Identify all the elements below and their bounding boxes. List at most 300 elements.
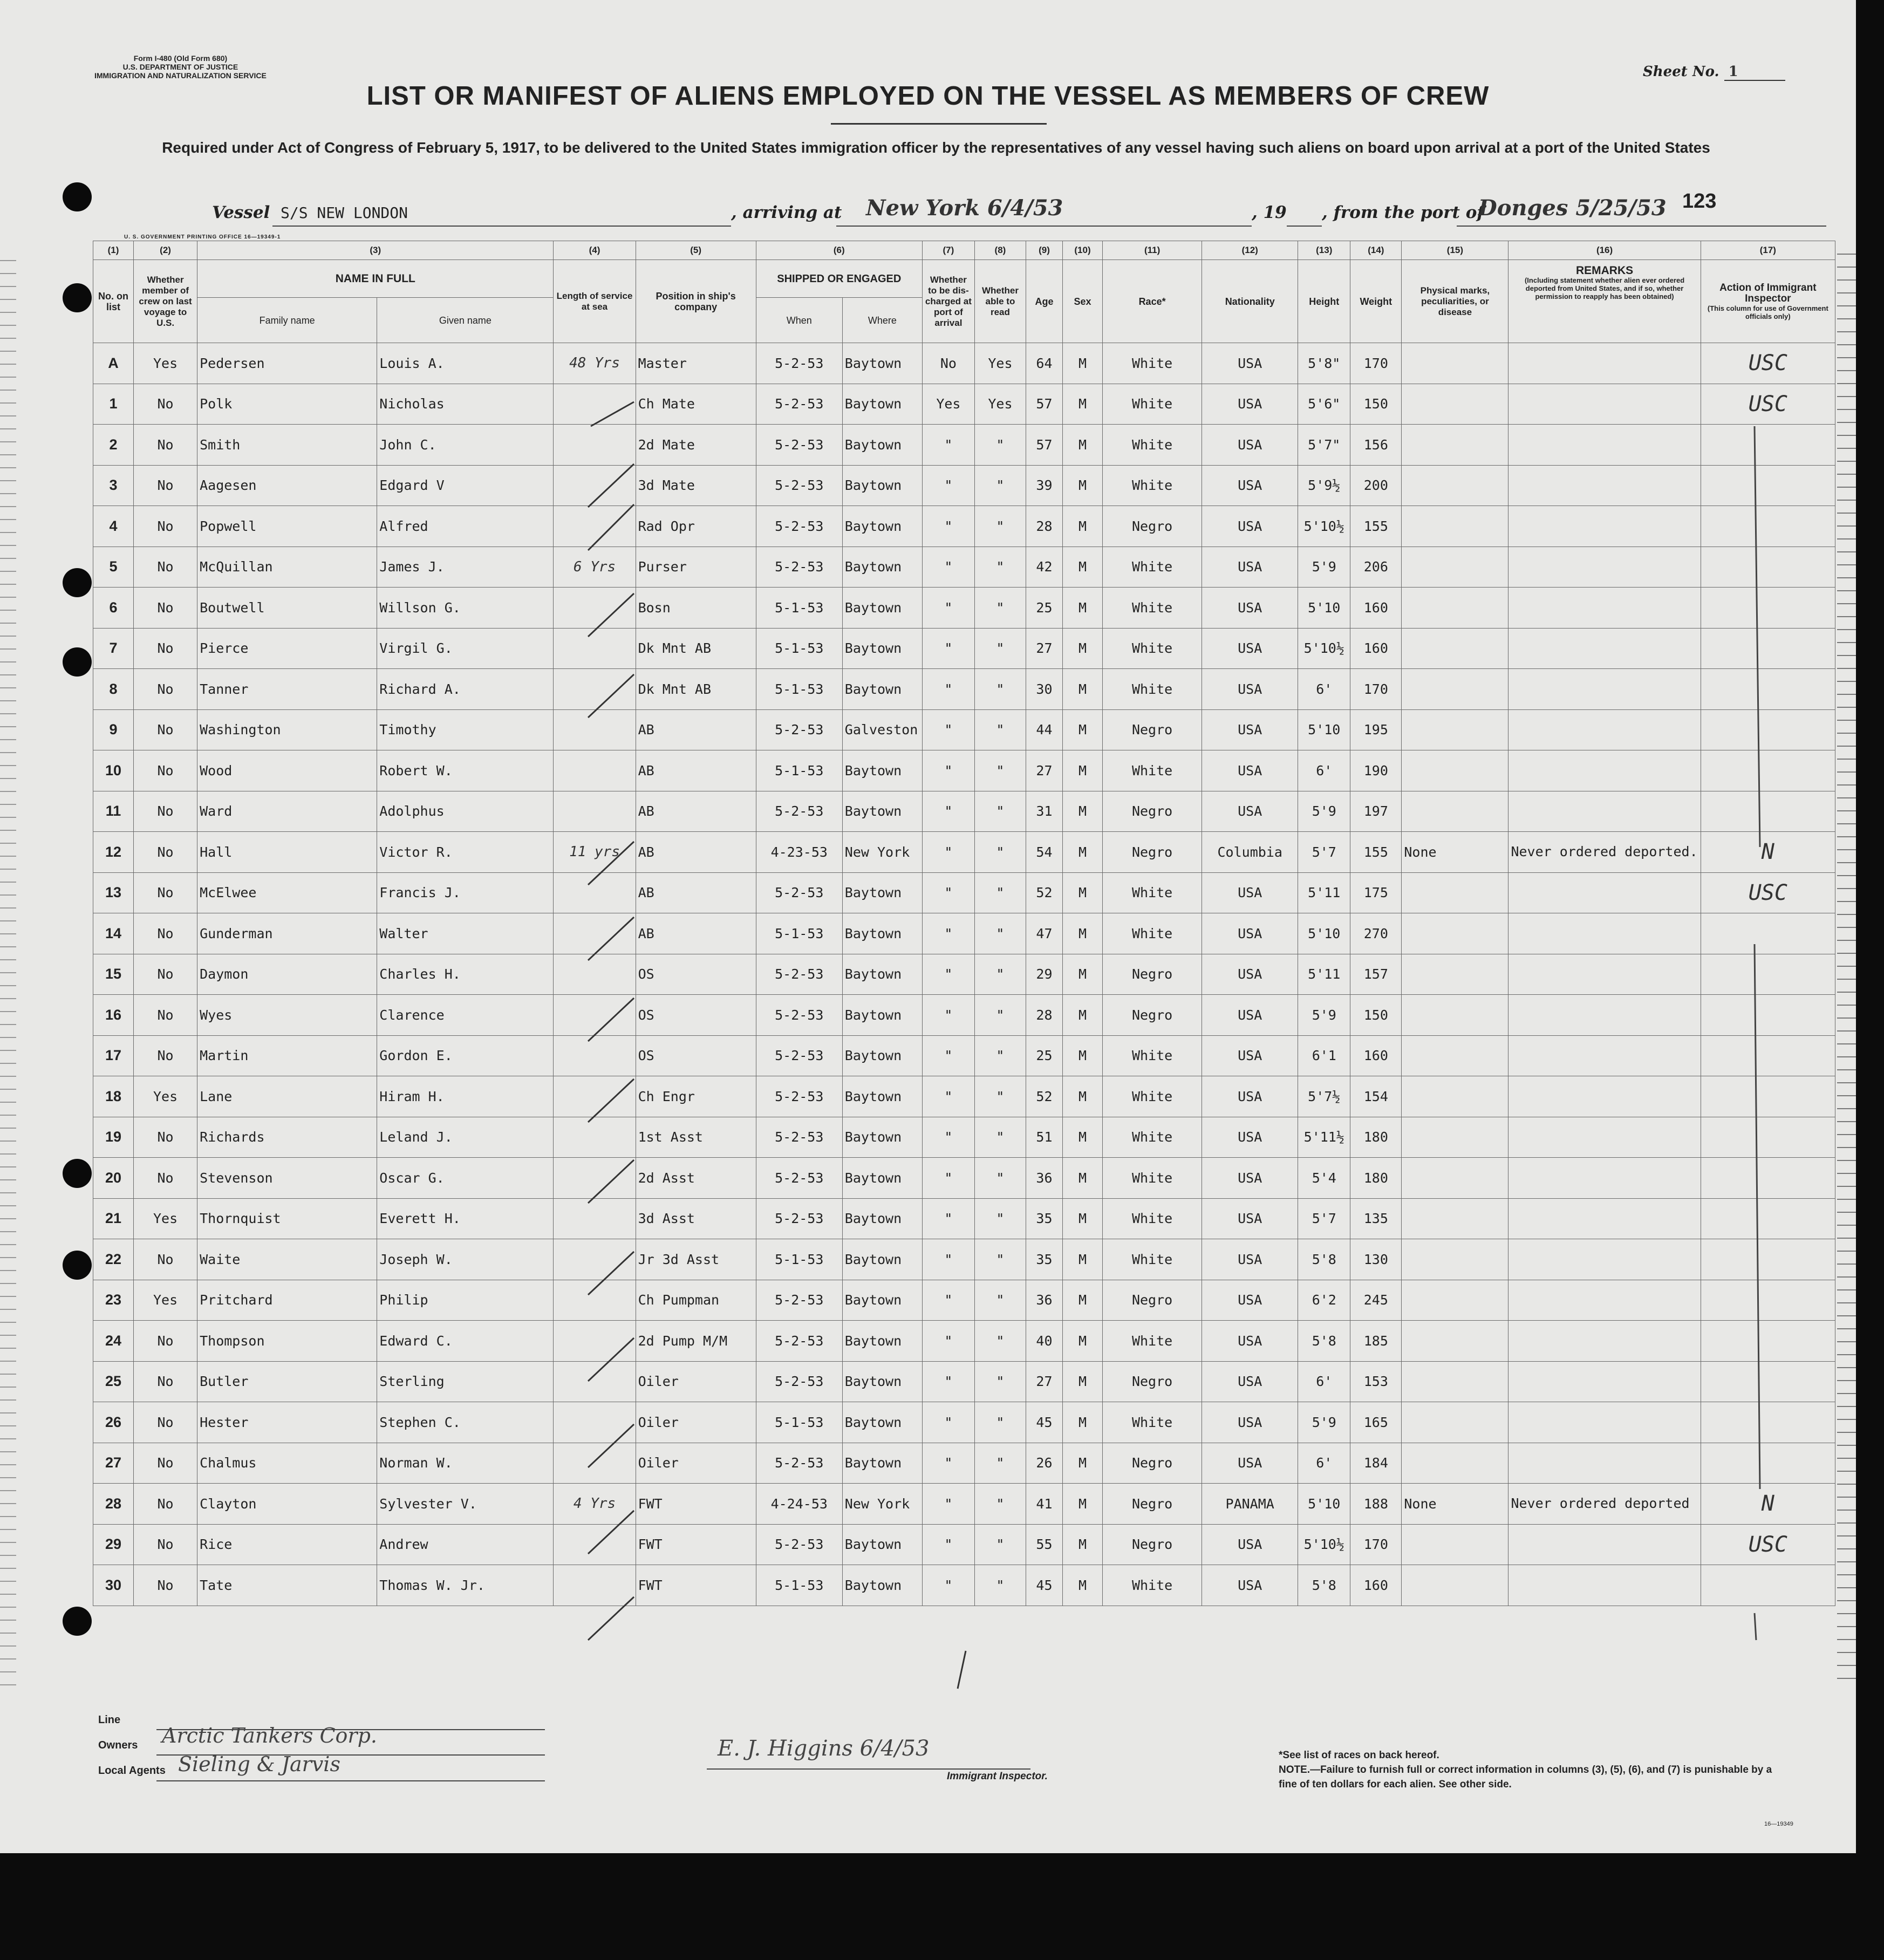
where-cell: New York <box>842 832 922 873</box>
column-number: (9) <box>1026 241 1062 260</box>
row-number: 25 <box>93 1361 134 1402</box>
pen-checkmark <box>588 1424 634 1467</box>
given-name-cell: Virgil G. <box>377 628 554 669</box>
when-cell: 4-24-53 <box>756 1484 842 1525</box>
when-cell: 5-1-53 <box>756 750 842 791</box>
height-cell: 5'6" <box>1298 384 1350 425</box>
action-cell: N <box>1701 832 1835 873</box>
where-cell: Baytown <box>842 425 922 466</box>
position-cell: 3d Asst <box>636 1198 756 1239</box>
remarks-cell: Never ordered deported <box>1508 1484 1701 1525</box>
height-cell: 5'7" <box>1298 425 1350 466</box>
member-cell: No <box>134 832 197 873</box>
service-cell: 6 Yrs <box>554 547 636 588</box>
row-number: 28 <box>93 1484 134 1525</box>
nationality-cell: USA <box>1202 1280 1298 1321</box>
given-name-cell: Richard A. <box>377 669 554 710</box>
sheet-number-label: Sheet No. <box>1643 64 1719 80</box>
read-cell: Yes <box>974 343 1026 384</box>
pen-checkmark <box>588 674 634 718</box>
race-cell: White <box>1103 1198 1202 1239</box>
nationality-cell: USA <box>1202 1321 1298 1362</box>
given-name-cell: Sterling <box>377 1361 554 1402</box>
nationality-cell: USA <box>1202 913 1298 954</box>
weight-cell: 245 <box>1350 1280 1402 1321</box>
discharged-cell: " <box>922 954 974 995</box>
header-nationality: Nationality <box>1202 260 1298 343</box>
member-cell: No <box>134 669 197 710</box>
race-cell: Negro <box>1103 1280 1202 1321</box>
height-cell: 5'8 <box>1298 1239 1350 1280</box>
member-cell: No <box>134 1484 197 1525</box>
column-number: (7) <box>922 241 974 260</box>
pen-checkmark <box>588 593 634 637</box>
where-cell: Baytown <box>842 1443 922 1484</box>
sex-cell: M <box>1063 1117 1103 1158</box>
height-cell: 6' <box>1298 750 1350 791</box>
height-cell: 5'7 <box>1298 1198 1350 1239</box>
given-name-cell: Stephen C. <box>377 1402 554 1443</box>
sex-cell: M <box>1063 1443 1103 1484</box>
row-number: 14 <box>93 913 134 954</box>
given-name-cell: Adolphus <box>377 791 554 832</box>
height-cell: 5'9 <box>1298 547 1350 588</box>
row-number: 29 <box>93 1524 134 1565</box>
pen-checkmark <box>588 1338 634 1381</box>
age-cell: 31 <box>1026 791 1062 832</box>
read-cell: " <box>974 872 1026 913</box>
nationality-cell: USA <box>1202 669 1298 710</box>
sex-cell: M <box>1063 547 1103 588</box>
discharged-cell: " <box>922 1321 974 1362</box>
pen-checkmark <box>588 1597 634 1640</box>
family-name-cell: Gunderman <box>197 913 377 954</box>
discharged-cell: " <box>922 1524 974 1565</box>
given-name-cell: James J. <box>377 547 554 588</box>
given-name-cell: Clarence <box>377 995 554 1036</box>
race-cell: Negro <box>1103 709 1202 750</box>
given-name-cell: Joseph W. <box>377 1239 554 1280</box>
discharged-cell: " <box>922 1484 974 1525</box>
read-cell: " <box>974 425 1026 466</box>
header-length-service: Length of service at sea <box>554 260 636 343</box>
position-cell: 3d Mate <box>636 465 756 506</box>
race-cell: White <box>1103 547 1202 588</box>
position-cell: AB <box>636 709 756 750</box>
row-number: 13 <box>93 872 134 913</box>
discharged-cell: " <box>922 913 974 954</box>
sex-cell: M <box>1063 709 1103 750</box>
race-cell: Negro <box>1103 1361 1202 1402</box>
height-cell: 5'9 <box>1298 995 1350 1036</box>
race-cell: White <box>1103 1402 1202 1443</box>
age-cell: 57 <box>1026 384 1062 425</box>
weight-cell: 160 <box>1350 628 1402 669</box>
family-name-cell: Polk <box>197 384 377 425</box>
nationality-cell: USA <box>1202 750 1298 791</box>
age-cell: 30 <box>1026 669 1062 710</box>
when-cell: 4-23-53 <box>756 832 842 873</box>
position-cell: Oiler <box>636 1443 756 1484</box>
weight-cell: 184 <box>1350 1443 1402 1484</box>
where-cell: Baytown <box>842 1524 922 1565</box>
discharged-cell: " <box>922 547 974 588</box>
footer-owners-label: Owners <box>98 1739 138 1751</box>
member-cell: No <box>134 954 197 995</box>
height-cell: 5'9 <box>1298 791 1350 832</box>
where-cell: Baytown <box>842 913 922 954</box>
year-label: , 19 <box>1252 203 1287 222</box>
family-name-cell: Ward <box>197 791 377 832</box>
member-cell: No <box>134 995 197 1036</box>
header-when: When <box>756 298 842 343</box>
race-cell: White <box>1103 465 1202 506</box>
family-name-cell: Richards <box>197 1117 377 1158</box>
member-cell: No <box>134 1239 197 1280</box>
service-cell: 48 Yrs <box>554 343 636 384</box>
discharged-cell: " <box>922 628 974 669</box>
position-cell: AB <box>636 791 756 832</box>
vessel-label: Vessel <box>212 203 270 222</box>
column-number: (4) <box>554 241 636 260</box>
service-cell: 4 Yrs <box>554 1484 636 1525</box>
header-shipped: SHIPPED OR ENGAGED <box>756 260 922 298</box>
where-cell: Baytown <box>842 384 922 425</box>
age-cell: 54 <box>1026 832 1062 873</box>
height-cell: 5'10 <box>1298 1484 1350 1525</box>
family-name-cell: Daymon <box>197 954 377 995</box>
where-cell: Baytown <box>842 1280 922 1321</box>
discharged-cell: " <box>922 1076 974 1117</box>
row-number: 16 <box>93 995 134 1036</box>
given-name-cell: Philip <box>377 1280 554 1321</box>
member-cell: Yes <box>134 343 197 384</box>
read-cell: " <box>974 709 1026 750</box>
when-cell: 5-1-53 <box>756 588 842 629</box>
where-cell: Baytown <box>842 465 922 506</box>
age-cell: 52 <box>1026 1076 1062 1117</box>
position-cell: OS <box>636 954 756 995</box>
where-cell: Baytown <box>842 1402 922 1443</box>
race-cell: White <box>1103 588 1202 629</box>
position-cell: Master <box>636 343 756 384</box>
pen-checkmark <box>588 1160 634 1203</box>
header-position: Position in ship's company <box>636 260 756 343</box>
discharged-cell: No <box>922 343 974 384</box>
nationality-cell: USA <box>1202 954 1298 995</box>
agents-signature: Sieling & Jarvis <box>178 1752 340 1776</box>
discharged-cell: " <box>922 1158 974 1199</box>
age-cell: 36 <box>1026 1158 1062 1199</box>
given-name-cell: Charles H. <box>377 954 554 995</box>
action-cell: N <box>1701 1484 1835 1525</box>
sex-cell: M <box>1063 954 1103 995</box>
age-cell: 25 <box>1026 1035 1062 1076</box>
family-name-cell: Boutwell <box>197 588 377 629</box>
where-cell: Baytown <box>842 872 922 913</box>
row-number: 22 <box>93 1239 134 1280</box>
pen-checkmark <box>588 998 634 1041</box>
discharged-cell: " <box>922 709 974 750</box>
sex-cell: M <box>1063 1035 1103 1076</box>
race-cell: White <box>1103 1239 1202 1280</box>
family-name-cell: Aagesen <box>197 465 377 506</box>
nationality-cell: USA <box>1202 1035 1298 1076</box>
nationality-cell: USA <box>1202 1198 1298 1239</box>
member-cell: No <box>134 1158 197 1199</box>
family-name-cell: Clayton <box>197 1484 377 1525</box>
sex-cell: M <box>1063 465 1103 506</box>
sex-cell: M <box>1063 506 1103 547</box>
bracket-line <box>1755 426 1760 847</box>
when-cell: 5-2-53 <box>756 1361 842 1402</box>
where-cell: Baytown <box>842 954 922 995</box>
discharged-cell: " <box>922 465 974 506</box>
read-cell: " <box>974 1321 1026 1362</box>
member-cell: Yes <box>134 1280 197 1321</box>
row-number: A <box>93 343 134 384</box>
race-cell: White <box>1103 1076 1202 1117</box>
race-cell: Negro <box>1103 832 1202 873</box>
weight-cell: 157 <box>1350 954 1402 995</box>
given-name-cell: Walter <box>377 913 554 954</box>
row-number: 30 <box>93 1565 134 1606</box>
sex-cell: M <box>1063 1565 1103 1606</box>
discharged-cell: " <box>922 1361 974 1402</box>
column-number: (12) <box>1202 241 1298 260</box>
read-cell: " <box>974 1158 1026 1199</box>
nationality-cell: USA <box>1202 465 1298 506</box>
where-cell: Baytown <box>842 1361 922 1402</box>
header-action-title: Action of Immigrant Inspector <box>1719 282 1817 304</box>
sex-cell: M <box>1063 1239 1103 1280</box>
note-races: *See list of races on back hereof. <box>1279 1750 1439 1761</box>
family-name-cell: McQuillan <box>197 547 377 588</box>
action-bracket-lines <box>1755 426 1760 1640</box>
nationality-cell: USA <box>1202 791 1298 832</box>
header-able-read: Whether able to read <box>974 260 1026 343</box>
height-cell: 5'8 <box>1298 1321 1350 1362</box>
read-cell: " <box>974 913 1026 954</box>
physical-cell: None <box>1402 832 1508 873</box>
where-cell: Baytown <box>842 669 922 710</box>
inspector-underline <box>707 1768 1030 1770</box>
age-cell: 47 <box>1026 913 1062 954</box>
weight-cell: 160 <box>1350 1035 1402 1076</box>
member-cell: No <box>134 1565 197 1606</box>
read-cell: " <box>974 750 1026 791</box>
age-cell: 45 <box>1026 1402 1062 1443</box>
row-number: 4 <box>93 506 134 547</box>
position-cell: OS <box>636 1035 756 1076</box>
member-cell: No <box>134 506 197 547</box>
family-name-cell: Tanner <box>197 669 377 710</box>
family-name-cell: Hall <box>197 832 377 873</box>
when-cell: 5-2-53 <box>756 506 842 547</box>
column-number: (1) <box>93 241 134 260</box>
height-cell: 6'1 <box>1298 1035 1350 1076</box>
form-number: 16—19349 <box>1764 1821 1793 1827</box>
nationality-cell: USA <box>1202 995 1298 1036</box>
race-cell: White <box>1103 913 1202 954</box>
when-cell: 5-2-53 <box>756 1076 842 1117</box>
nationality-cell: USA <box>1202 1443 1298 1484</box>
height-cell: 6'2 <box>1298 1280 1350 1321</box>
header-race: Race* <box>1103 260 1202 343</box>
member-cell: No <box>134 547 197 588</box>
sex-cell: M <box>1063 1076 1103 1117</box>
age-cell: 27 <box>1026 628 1062 669</box>
height-cell: 6' <box>1298 1361 1350 1402</box>
weight-cell: 150 <box>1350 995 1402 1036</box>
family-name-cell: Wyes <box>197 995 377 1036</box>
weight-cell: 200 <box>1350 465 1402 506</box>
read-cell: " <box>974 628 1026 669</box>
row-number: 10 <box>93 750 134 791</box>
scan-border-right <box>1856 0 1884 1960</box>
column-number: (2) <box>134 241 197 260</box>
header-action-sub: (This column for use of Government officials only) <box>1707 304 1828 320</box>
sex-cell: M <box>1063 872 1103 913</box>
row-number: 3 <box>93 465 134 506</box>
where-cell: Baytown <box>842 1117 922 1158</box>
race-cell: White <box>1103 1158 1202 1199</box>
sex-cell: M <box>1063 1361 1103 1402</box>
position-cell: Oiler <box>636 1361 756 1402</box>
header-where: Where <box>842 298 922 343</box>
when-cell: 5-2-53 <box>756 1321 842 1362</box>
read-cell: " <box>974 669 1026 710</box>
row-number: 27 <box>93 1443 134 1484</box>
height-cell: 5'10½ <box>1298 1524 1350 1565</box>
age-cell: 27 <box>1026 750 1062 791</box>
column-number: (14) <box>1350 241 1402 260</box>
column-number: (6) <box>756 241 922 260</box>
sex-cell: M <box>1063 1198 1103 1239</box>
nationality-cell: USA <box>1202 1117 1298 1158</box>
action-cell: USC <box>1701 343 1835 384</box>
when-cell: 5-2-53 <box>756 1158 842 1199</box>
height-cell: 5'11 <box>1298 872 1350 913</box>
read-cell: " <box>974 1524 1026 1565</box>
read-cell: " <box>974 506 1026 547</box>
column-number: (3) <box>197 241 554 260</box>
row-number: 11 <box>93 791 134 832</box>
race-cell: Negro <box>1103 506 1202 547</box>
read-cell: " <box>974 547 1026 588</box>
age-cell: 42 <box>1026 547 1062 588</box>
bracket-line <box>1755 944 1760 1489</box>
weight-cell: 170 <box>1350 343 1402 384</box>
given-name-cell: Nicholas <box>377 384 554 425</box>
weight-cell: 188 <box>1350 1484 1402 1525</box>
footer-note <box>1279 1748 1775 1792</box>
member-cell: No <box>134 1321 197 1362</box>
weight-cell: 185 <box>1350 1321 1402 1362</box>
where-cell: Baytown <box>842 506 922 547</box>
where-cell: Baytown <box>842 1321 922 1362</box>
remarks-cell: Never ordered deported. <box>1508 832 1701 873</box>
when-cell: 5-2-53 <box>756 547 842 588</box>
read-cell: " <box>974 995 1026 1036</box>
read-cell: " <box>974 1565 1026 1606</box>
row-number: 2 <box>93 425 134 466</box>
note-label: NOTE. <box>1279 1764 1310 1775</box>
nationality-cell: Columbia <box>1202 832 1298 873</box>
position-cell: Ch Pumpman <box>636 1280 756 1321</box>
family-name-cell: Popwell <box>197 506 377 547</box>
weight-cell: 180 <box>1350 1158 1402 1199</box>
read-cell: " <box>974 1484 1026 1525</box>
member-cell: No <box>134 628 197 669</box>
arriving-value: New York 6/4/53 <box>866 195 1063 221</box>
sex-cell: M <box>1063 628 1103 669</box>
family-name-cell: Pritchard <box>197 1280 377 1321</box>
member-cell: No <box>134 1117 197 1158</box>
family-name-cell: Smith <box>197 425 377 466</box>
member-cell: No <box>134 1361 197 1402</box>
header-remarks-title: REMARKS <box>1575 264 1634 277</box>
age-cell: 40 <box>1026 1321 1062 1362</box>
discharged-cell: " <box>922 425 974 466</box>
position-cell: Purser <box>636 547 756 588</box>
family-name-cell: Hester <box>197 1402 377 1443</box>
header-sex: Sex <box>1063 260 1103 343</box>
discharged-cell: " <box>922 750 974 791</box>
row-number: 17 <box>93 1035 134 1076</box>
when-cell: 5-2-53 <box>756 1117 842 1158</box>
weight-cell: 165 <box>1350 1402 1402 1443</box>
discharged-cell: " <box>922 1035 974 1076</box>
when-cell: 5-2-53 <box>756 465 842 506</box>
family-name-cell: Waite <box>197 1239 377 1280</box>
header-remarks-sub: (Including statement whether alien ever ordered deported from United States, and if so, whether permission to reapply has been obtained) <box>1524 276 1685 301</box>
when-cell: 5-1-53 <box>756 1565 842 1606</box>
given-name-cell: Everett H. <box>377 1198 554 1239</box>
read-cell: " <box>974 1198 1026 1239</box>
discharged-cell: " <box>922 1239 974 1280</box>
height-cell: 6' <box>1298 669 1350 710</box>
age-cell: 35 <box>1026 1198 1062 1239</box>
sex-cell: M <box>1063 384 1103 425</box>
where-cell: Baytown <box>842 1198 922 1239</box>
action-cell: USC <box>1701 872 1835 913</box>
nationality-cell: USA <box>1202 1076 1298 1117</box>
when-cell: 5-2-53 <box>756 1443 842 1484</box>
weight-cell: 135 <box>1350 1198 1402 1239</box>
note-paragraph <box>1279 1763 1775 1792</box>
discharged-cell: " <box>922 832 974 873</box>
row-number: 9 <box>93 709 134 750</box>
given-name-cell: Thomas W. Jr. <box>377 1565 554 1606</box>
pen-checkmark <box>588 842 634 885</box>
where-cell: Baytown <box>842 1239 922 1280</box>
owners-signature: Arctic Tankers Corp. <box>162 1724 377 1747</box>
action-cell: USC <box>1701 1524 1835 1565</box>
height-cell: 5'9 <box>1298 1402 1350 1443</box>
pen-checkmark <box>588 504 634 550</box>
age-cell: 57 <box>1026 425 1062 466</box>
member-cell: No <box>134 1035 197 1076</box>
read-cell: " <box>974 1402 1026 1443</box>
pen-checkmark <box>588 1079 634 1122</box>
row-number: 7 <box>93 628 134 669</box>
sex-cell: M <box>1063 913 1103 954</box>
header-weight: Weight <box>1350 260 1402 343</box>
weight-cell: 197 <box>1350 791 1402 832</box>
when-cell: 5-1-53 <box>756 628 842 669</box>
nationality-cell: USA <box>1202 1158 1298 1199</box>
